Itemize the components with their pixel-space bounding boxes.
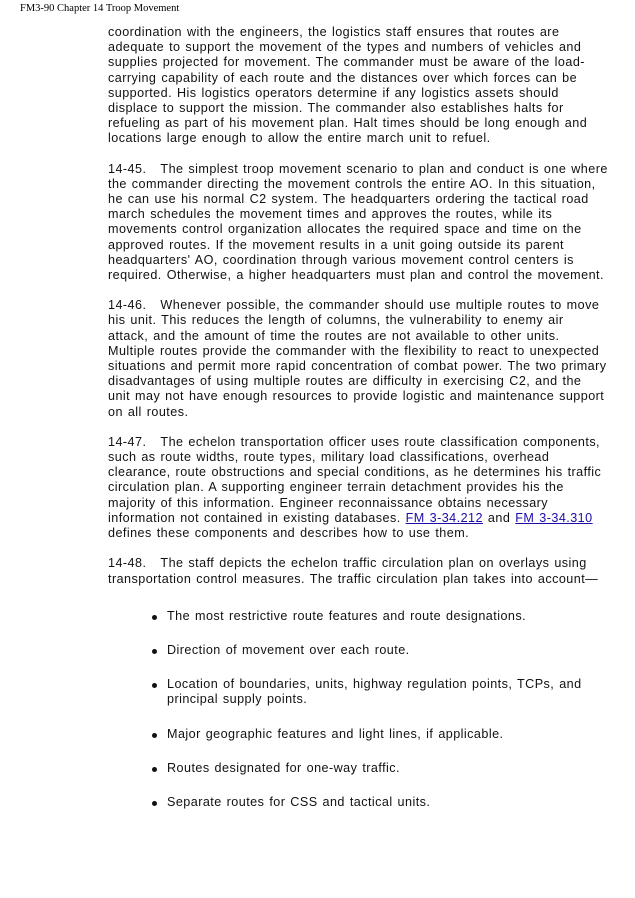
paragraph-text: Whenever possible, the commander should use multiple routes to move his unit. This reduces the length of columns, the vulnerability to enemy air attack, and the amount of time the routes are not available to other units. Multiple routes provide the commander with the flexibility to react to unexpected situations and permit more rapid concentration of combat power. The two primary disadvantages of using multiple routes are difficulty in exercising C2, and the unit may not have enough resources to provide logistic and maintenance support on all routes. xyxy=(108,298,607,419)
list-item xyxy=(152,727,608,742)
list-item-text: Direction of movement over each route. xyxy=(167,642,410,657)
paragraph-number: 14-46. xyxy=(108,298,147,313)
fm-3-34-212-link[interactable]: FM 3-34.212 xyxy=(405,510,483,525)
bullet-icon xyxy=(152,733,157,738)
bullet-icon xyxy=(152,683,157,688)
list-item-text: The most restrictive route features and route designations. xyxy=(167,608,527,623)
list-item xyxy=(152,795,608,810)
fm-3-34-310-link[interactable]: FM 3-34.310 xyxy=(515,510,593,525)
list-item xyxy=(152,761,608,776)
list-item-text: Location of boundaries, units, highway regulation points, TCPs, and principal supply points. xyxy=(167,677,582,707)
document-body xyxy=(108,25,608,829)
paragraph-14-46 xyxy=(108,298,608,420)
paragraph-text: The simplest troop movement scenario to plan and conduct is one where the commander directing the movement controls the entire AO. In this situation, he can use his normal C2 system. The headquarters ordering the tactical road march schedules the movement times and approves the routes, while its movements control organization allocates the required space and time on the approved routes. If the movement results in a unit going outside its parent headquarters' AO, coordination through various movement control centers is required. Otherwise, a higher headquarters must plan and control the movement. xyxy=(108,161,608,283)
page-header: FM3-90 Chapter 14 Troop Movement xyxy=(20,3,180,14)
list-item-text: Routes designated for one-way traffic. xyxy=(167,760,400,775)
paragraph-text: The staff depicts the echelon traffic circulation plan on overlays using transportation control measures. The traffic circulation plan takes into account— xyxy=(108,556,599,586)
paragraph-number: 14-48. xyxy=(108,556,147,571)
intro-paragraph: coordination with the engineers, the logistics staff ensures that routes are adequate to support the movement of the types and numbers of vehicles and supplies projected for movement. The commander must be aware of the load-carrying capability of each route and the distances over which forces can be supported. His logistics operators determine if any logistics assets should displace to support the mission. The commander also establishes halts for refueling as part of his movement plan. Halt times should be long enough and locations large enough to allow the entire march unit to refuel. xyxy=(108,25,588,146)
bullet-icon xyxy=(152,767,157,772)
list-item xyxy=(152,609,608,624)
paragraph-14-47 xyxy=(108,435,608,541)
bullet-icon xyxy=(152,649,157,654)
paragraph-text: The echelon transportation officer uses route classification components, such as route widths, route types, military load classifications, overhead clearance, route obstructions and special conditions, as he determines his traffic circulation plan. A supporting engineer terrain detachment provides his the majority of this information. Engineer reconnaissance obtains necessary information not contained in existing databases. xyxy=(108,434,602,525)
list-item xyxy=(152,677,608,707)
paragraph-number: 14-47. xyxy=(108,434,147,449)
list-item-text: Major geographic features and light lines, if applicable. xyxy=(167,726,504,741)
bullet-icon xyxy=(152,615,157,620)
paragraph-14-48 xyxy=(108,556,608,586)
paragraph-text-continued: defines these components and describes how to use them. xyxy=(108,526,470,541)
bullet-list xyxy=(108,609,608,810)
list-item-text: Separate routes for CSS and tactical units. xyxy=(167,794,431,809)
paragraph-conjunction: and xyxy=(487,510,511,525)
paragraph-14-45 xyxy=(108,162,608,284)
paragraph-number: 14-45. xyxy=(108,161,147,176)
bullet-icon xyxy=(152,801,157,806)
list-item xyxy=(152,643,608,658)
